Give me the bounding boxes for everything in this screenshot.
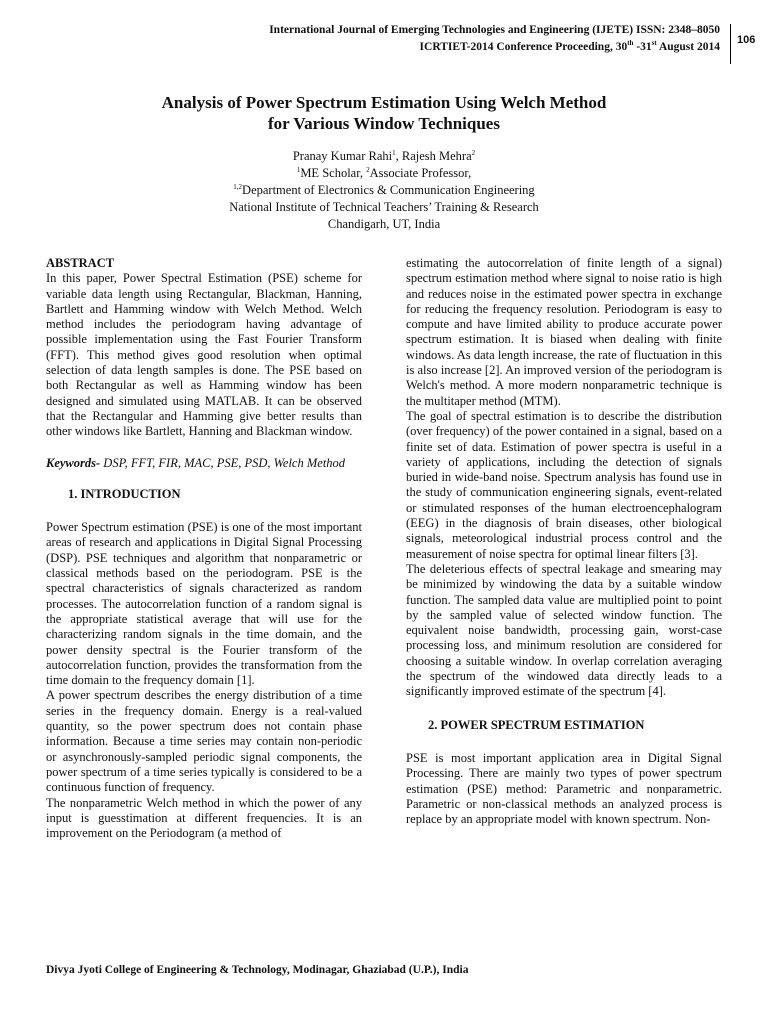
abstract-heading: ABSTRACT [46,256,115,270]
section-heading-introduction: 1. INTRODUCTION [68,486,181,501]
title-line-1: Analysis of Power Spectrum Estimation Using Welch Method [161,93,607,112]
author-names: Pranay Kumar Rahi$^1$, Rajesh Mehra$^2$ [292,148,476,163]
paper-title [60,92,708,134]
page-number: 106 [737,34,756,46]
abstract-text: In this paper, Power Spectral Estimation (PSE) scheme for variable data length using Rectangular, Blackman, Hanning, Bartlett and Hamming window with Welch Method. Welch method includes the periodogram having advantage of possible implementation using the Fast Fourier Transform (FFT). This method gives good resolution when optimal selection of data length samples is done. The PSE based on both Rectangular as well as Hamming window has been designed and simulated using MATLAB. It can be observed that the Rectangular and Hamming give better results than other windows like Bartlett, Hanning and Blackman window. [46,271,362,439]
header-lines [269,22,720,56]
author-block [60,148,708,233]
intro-paragraph: The nonparametric Welch method in which the power of any input is guesstimation at different frequencies. It is an improvement on the Periodogram (a method of [46,795,362,841]
journal-header [0,22,768,72]
journal-name: International Journal of Emerging Technologies and Engineering (IJETE) ISSN: 2348–8050 [269,24,720,36]
intro-paragraph: A power spectrum describes the energy distribution of a time series in the frequency domain. Energy is a real-valued quantity, so the power spectrum does not contain phase information. Because a time series may contain non-periodic or asynchronously-sampled periodic signal components, the power spectrum of a time series typically is considered to be a continuous function of frequency. [46,688,362,795]
keywords: Keywords- DSP, FFT, FIR, MAC, PSE, PSD, Welch Method [46,455,346,470]
right-column [406,256,722,827]
title-line-2: for Various Window Techniques [268,114,500,133]
author-department: $^{1,2}$Department of Electronics & Communication Engineering [233,182,535,197]
pse-paragraph: PSE is most important application area in Digital Signal Processing. There are mainly two types of power spectrum estimation (PSE) method: Parametric and nonparametric. Parametric or non-classical methods an analyzed process is replace by an appropriate model with known spectrum. Non- [406,750,722,827]
body-paragraph: The goal of spectral estimation is to describe the distribution (over frequency) of the power contained in a signal, based on a finite set of data. Estimation of power spectra is useful in a variety of applications, including the detection of signals buried in wide-band noise. Spectrum analysis has found use in the study of communication engineering signals, event-related or stimulated responses of the human electroencephalogram (EEG) in the diagnosis of brain diseases, other biological signals, meteorological industrial process control and the measurement of noise spectra for optimal linear filters [3]. [406,408,722,561]
section-heading-pse: 2. POWER SPECTRUM ESTIMATION [428,717,645,732]
left-column [46,256,362,841]
page-footer: Divya Jyoti College of Engineering & Technology, Modinagar, Ghaziabad (U.P.), India [46,964,469,976]
body-paragraph: estimating the autocorrelation of finite length of a signal) spectrum estimation method where signal to noise ratio is high and reduces noise in the estimated power spectra in exchange for reducing the frequency resolution. Periodogram is easy to compute and have limited ability to produce accurate power spectrum estimation. It is biased when dealing with finite windows. As data length increase, the rate of fluctuation in this is also increase [2]. An improved version of the periodogram is Welch's method. A more modern nonparametric technique is the multitaper method (MTM). [406,256,722,408]
author-institute: National Institute of Technical Teachers’ Training & Research [229,200,539,214]
author-location: Chandigarh, UT, India [327,217,441,231]
intro-paragraph: Power Spectrum estimation (PSE) is one of the most important areas of research and applications in Digital Signal Processing (DSP). PSE techniques and algorithm that nonparametric or classical methods based on the periodogram. PSE is the spectral characteristics of signals characterized as random processes. The autocorrelation function of a random signal is the appropriate statistical average that will use for the characterizing random signals in the time domain, and the power density spectral is the Fourier transform of the autocorrelation function, provides the transformation from the time domain to the frequency domain [1]. [46,520,362,688]
conference-line: ICRTIET-2014 Conference Proceeding, 30th -31st August 2014 [419,39,720,53]
author-roles: $^1$ME Scholar, $^2$Associate Professor, [296,165,472,180]
body-paragraph: The deleterious effects of spectral leakage and smearing may be minimized by windowing the data by a suitable window function. The sampled data value are multiplied point to point by the sampled value of selected window function. The equivalent noise bandwidth, processing gain, worst-case processing loss, and minimum resolution are considered for choosing a suitable window. In overlap correlation averaging the spectrum of the windowed data directly leads to a significantly improved estimate of the spectrum [4]. [406,561,722,699]
header-divider [730,24,731,64]
